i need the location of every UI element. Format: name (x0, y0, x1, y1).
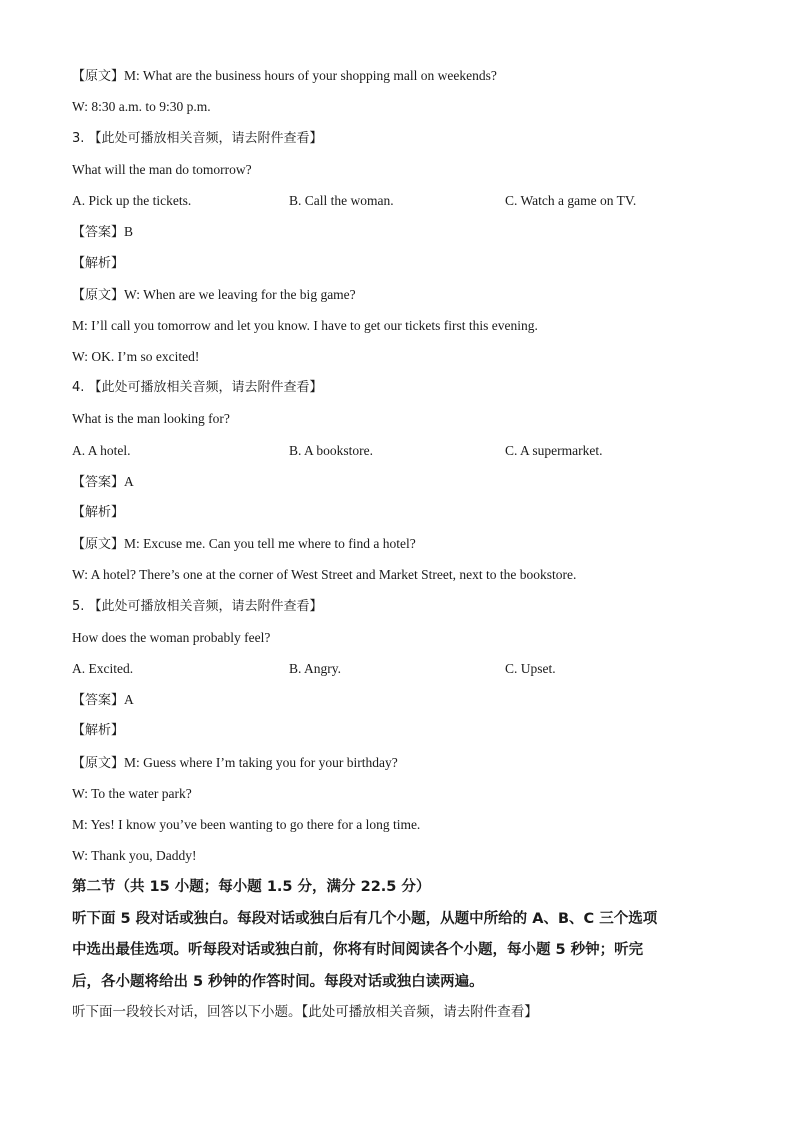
option-a: A. Excited. (72, 661, 134, 676)
script-line: W: 8:30 a.m. to 9:30 p.m. (72, 99, 211, 114)
option-c: C. A supermarket. (505, 443, 603, 458)
answer-line (72, 473, 134, 492)
question-header: 3. 【此处可播放相关音频，请去附件查看】 (72, 131, 323, 146)
answer-value: A (124, 692, 134, 707)
script-text: M: What are the business hours of your shopping mall on weekends? (124, 68, 497, 83)
script-text: M: Excuse me. Can you tell me where to find a hotel? (124, 536, 416, 551)
lead-line: 听下面一段较长对话，回答以下小题。【此处可播放相关音频，请去附件查看】 (72, 1004, 538, 1020)
instruction-line: 听下面 5 段对话或独白。每段对话或独白后有几个小题，从题中所给的 A、B、C 三个选项 (72, 911, 658, 927)
question-stem: How does the woman probably feel? (72, 630, 271, 645)
section-title: 第二节（共 15 小题；每小题 1.5 分，满分 22.5 分） (72, 879, 431, 895)
script-line: W: To the water park? (72, 786, 192, 801)
option-b: B. A bookstore. (289, 443, 374, 458)
question-header: 5. 【此处可播放相关音频，请去附件查看】 (72, 599, 323, 614)
option-c: C. Upset. (505, 661, 556, 676)
analysis-tag: 【解析】 (72, 723, 125, 738)
option-b: B. Call the woman. (289, 193, 394, 208)
answer-tag: 【答案】 (72, 475, 125, 490)
script-line: W: A hotel? There’s one at the corner of West Street and Market Street, next to the bookstore. (72, 567, 577, 582)
option-a: A. A hotel. (72, 443, 131, 458)
analysis-tag: 【解析】 (72, 505, 125, 520)
yuanwen-tag: 【原文】 (72, 537, 125, 552)
script-text: M: Guess where I’m taking you for your birthday? (124, 755, 398, 770)
instruction-line: 中选出最佳选项。听每段对话或独白前，你将有时间阅读各个小题，每小题 5 秒钟；听完 (72, 942, 644, 958)
script-line: M: Yes! I know you’ve been wanting to go there for a long time. (72, 817, 421, 832)
yuanwen-tag: 【原文】 (72, 69, 125, 84)
answer-line (72, 223, 133, 242)
script-line: W: Thank you, Daddy! (72, 848, 197, 863)
question-stem: What will the man do tomorrow? (72, 162, 252, 177)
answer-value: A (124, 474, 134, 489)
option-c: C. Watch a game on TV. (505, 193, 637, 208)
option-b: B. Angry. (289, 661, 342, 676)
script-line (72, 535, 416, 554)
option-a: A. Pick up the tickets. (72, 193, 192, 208)
script-line (72, 67, 497, 86)
script-line (72, 754, 398, 773)
question-header: 4. 【此处可播放相关音频，请去附件查看】 (72, 380, 323, 395)
question-stem: What is the man looking for? (72, 411, 230, 426)
script-text: W: When are we leaving for the big game? (124, 287, 356, 302)
instruction-line: 后，各小题将给出 5 秒钟的作答时间。每段对话或独白读两遍。 (72, 974, 484, 990)
yuanwen-tag: 【原文】 (72, 756, 125, 771)
answer-tag: 【答案】 (72, 693, 125, 708)
script-line: M: I’ll call you tomorrow and let you know. I have to get our tickets first this evening. (72, 318, 538, 333)
analysis-tag: 【解析】 (72, 256, 125, 271)
answer-value: B (124, 224, 134, 239)
script-line (72, 286, 356, 305)
answer-tag: 【答案】 (72, 225, 125, 240)
answer-line (72, 691, 134, 710)
script-line: W: OK. I’m so excited! (72, 349, 200, 364)
yuanwen-tag: 【原文】 (72, 288, 125, 303)
